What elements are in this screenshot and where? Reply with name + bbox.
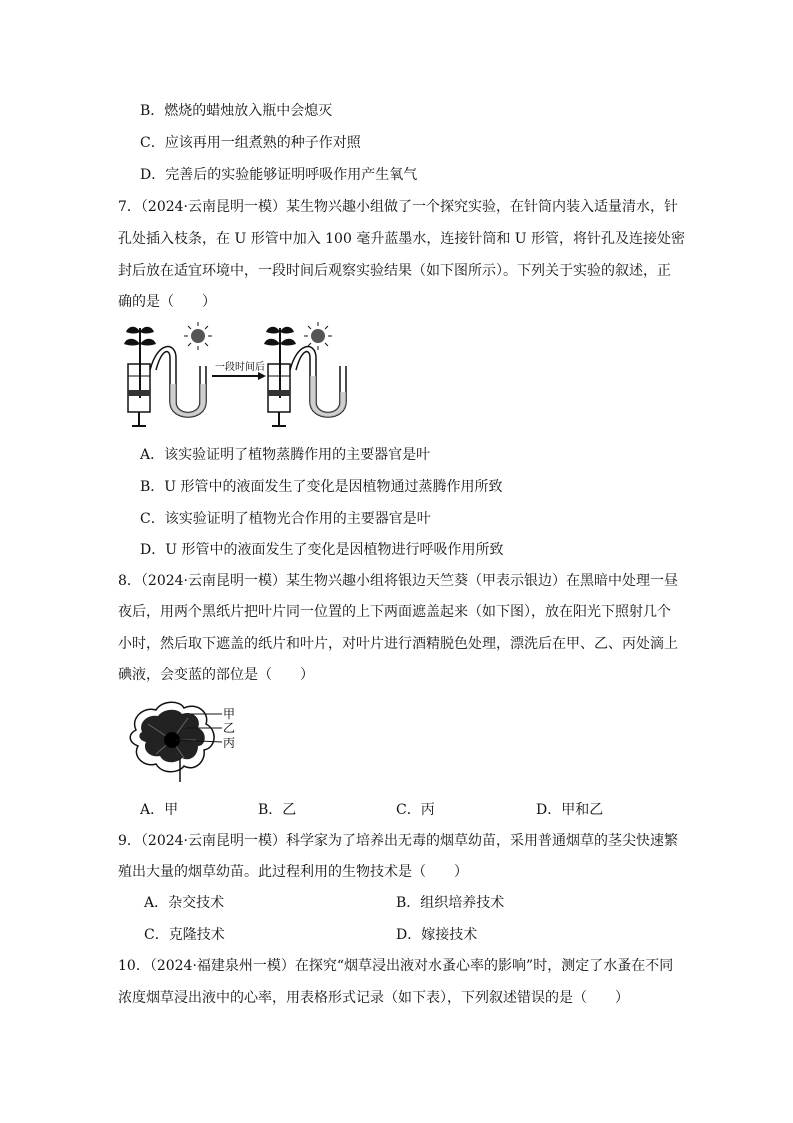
q9-option-b: B．组织培养技术 [396, 895, 505, 911]
q10-stem-line-2: 浓度烟草浸出液中的心率，用表格形式记录（如下表），下列叙述错误的是（ ） [118, 990, 629, 1006]
q7-arrow-label: 一段时间后 [215, 362, 265, 373]
q6-option-d: D．完善后的实验能够证明呼吸作用产生氧气 [140, 167, 418, 183]
q7-option-a: A．该实验证明了植物蒸腾作用的主要器官是叶 [140, 447, 431, 463]
q7-option-d: D．U 形管中的液面发生了变化是因植物进行呼吸作用所致 [140, 542, 504, 558]
q7-stem-line-3: 封后放在适宜环境中，一段时间后观察实验结果（如下图所示）。下列关于实验的叙述，正 [118, 263, 671, 279]
q7-stem-line-1: 7．（2024·云南昆明一模）某生物兴趣小组做了一个探究实验，在针筒内装入适量清水，针 [118, 199, 678, 215]
q8-stem-line-3: 小时，然后取下遮盖的纸片和叶片，对叶片进行酒精脱色处理，漂洗后在甲、乙、丙处滴上 [118, 636, 678, 652]
setup-before [124, 322, 212, 426]
q9-option-d: D．嫁接技术 [396, 927, 478, 943]
q7-experiment-figure [118, 318, 358, 434]
q9-option-c: C．克隆技术 [144, 927, 225, 943]
q8-stem-line-2: 夜后，用两个黑纸片把叶片同一位置的上下两面遮盖起来（如下图），放在阳光下照射几个 [118, 604, 671, 620]
leaf-label-jia: 甲 [223, 707, 236, 721]
q6-option-b: B．燃烧的蜡烛放入瓶中会熄灭 [140, 103, 333, 119]
leaf-label-bing: 丙 [223, 736, 236, 750]
q7-option-b: B．U 形管中的液面发生了变化是因植物通过蒸腾作用所致 [140, 479, 503, 495]
q9-stem-line-2: 殖出大量的烟草幼苗。此过程利用的生物技术是（ ） [118, 864, 468, 880]
q7-option-c: C．该实验证明了植物光合作用的主要器官是叶 [140, 511, 431, 527]
q7-stem-line-2: 孔处插入枝条，在 U 形管中加入 100 毫升蓝墨水，连接针筒和 U 形管，将针孔及连接处密 [118, 231, 686, 247]
q8-option-c: C．丙 [396, 802, 435, 818]
q8-stem-line-1: 8．（2024·云南昆明一模）某生物兴趣小组将银边天竺葵（甲表示银边）在黑暗中处理一昼 [118, 573, 678, 589]
q8-option-b: B．乙 [258, 802, 297, 818]
q6-option-c: C．应该再用一组煮熟的种子作对照 [140, 135, 361, 151]
q8-leaf-figure [126, 700, 242, 784]
q8-stem-line-4: 碘液，会变蓝的部位是（ ） [118, 667, 314, 683]
leaf-label-yi: 乙 [223, 721, 236, 735]
q7-stem-line-4: 确的是（ ） [118, 294, 216, 310]
q10-stem-line-1: 10．（2024·福建泉州一模）在探究“烟草浸出液对水蚤心率的影响”时，测定了水蚤在不同 [118, 958, 674, 974]
q8-option-a: A．甲 [140, 802, 179, 818]
q8-option-d: D．甲和乙 [536, 802, 604, 818]
q9-option-a: A．杂交技术 [144, 895, 225, 911]
q9-stem-line-1: 9．（2024·云南昆明一模）科学家为了培养出无毒的烟草幼苗，采用普通烟草的茎尖快速繁 [118, 833, 678, 849]
setup-after [264, 322, 346, 426]
